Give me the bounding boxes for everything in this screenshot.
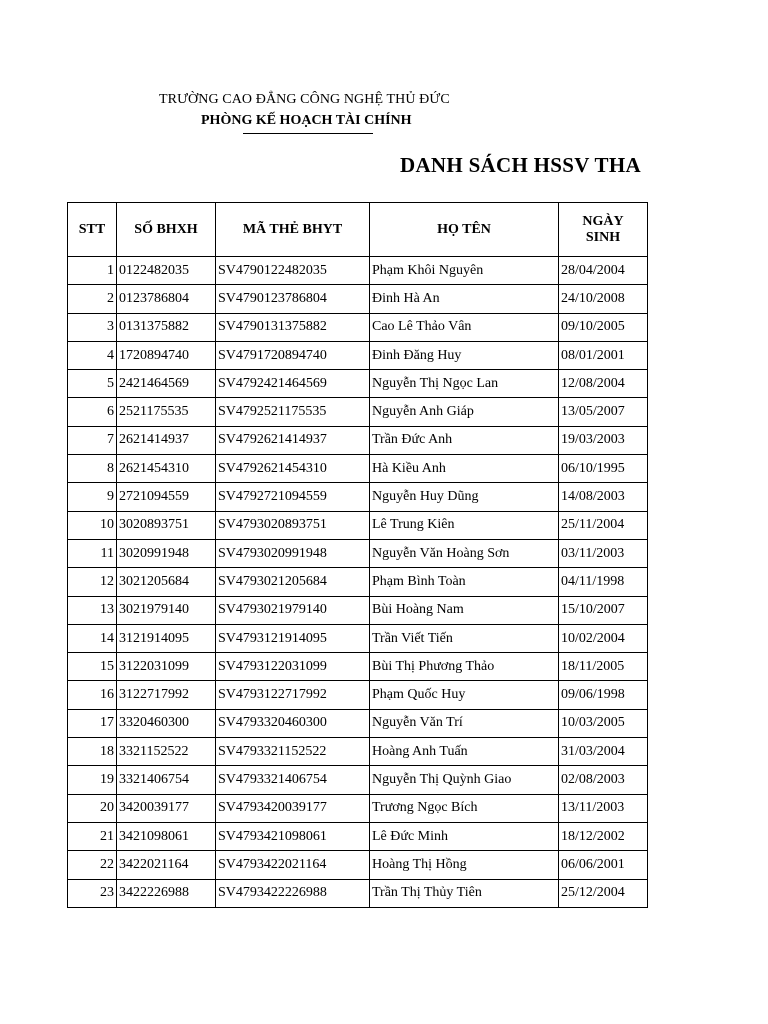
cell-bhyt: SV4791720894740 <box>216 341 370 369</box>
cell-stt: 16 <box>68 681 117 709</box>
table-row <box>68 257 648 285</box>
cell-stt: 9 <box>68 483 117 511</box>
table-row <box>68 398 648 426</box>
cell-bhxh: 3021979140 <box>117 596 216 624</box>
cell-name: Trần Đức Anh <box>370 426 559 454</box>
cell-name: Đinh Hà An <box>370 285 559 313</box>
table-row <box>68 822 648 850</box>
table-row <box>68 766 648 794</box>
cell-bhxh: 3020991948 <box>117 539 216 567</box>
cell-bhxh: 3420039177 <box>117 794 216 822</box>
cell-name: Phạm Quốc Huy <box>370 681 559 709</box>
column-header-bhxh: SỐ BHXH <box>117 203 216 257</box>
cell-stt: 1 <box>68 257 117 285</box>
cell-bhyt: SV4792521175535 <box>216 398 370 426</box>
cell-dob: 10/02/2004 <box>559 624 648 652</box>
dob-header-line2: SINH <box>585 229 621 245</box>
cell-dob: 18/12/2002 <box>559 822 648 850</box>
cell-name: Nguyễn Văn Trí <box>370 709 559 737</box>
cell-dob: 06/06/2001 <box>559 851 648 879</box>
table-row <box>68 568 648 596</box>
student-table <box>67 202 648 908</box>
cell-dob: 09/10/2005 <box>559 313 648 341</box>
table-row <box>68 709 648 737</box>
table-row <box>68 313 648 341</box>
cell-name: Hoàng Thị Hồng <box>370 851 559 879</box>
cell-bhyt: SV4793020991948 <box>216 539 370 567</box>
table-row <box>68 738 648 766</box>
cell-bhyt: SV4793121914095 <box>216 624 370 652</box>
table-row <box>68 483 648 511</box>
table-row <box>68 879 648 907</box>
cell-dob: 19/03/2003 <box>559 426 648 454</box>
cell-stt: 18 <box>68 738 117 766</box>
table-row <box>68 511 648 539</box>
cell-bhyt: SV4793320460300 <box>216 709 370 737</box>
cell-stt: 2 <box>68 285 117 313</box>
cell-dob: 31/03/2004 <box>559 738 648 766</box>
table-row <box>68 285 648 313</box>
cell-name: Lê Đức Minh <box>370 822 559 850</box>
cell-stt: 14 <box>68 624 117 652</box>
table-row <box>68 455 648 483</box>
cell-bhxh: 2721094559 <box>117 483 216 511</box>
column-header-bhyt: MÃ THẺ BHYT <box>216 203 370 257</box>
cell-name: Trần Viết Tiến <box>370 624 559 652</box>
cell-bhyt: SV4793422226988 <box>216 879 370 907</box>
cell-name: Trương Ngọc Bích <box>370 794 559 822</box>
cell-bhxh: 3122717992 <box>117 681 216 709</box>
cell-bhyt: SV4793122031099 <box>216 653 370 681</box>
cell-bhxh: 3321406754 <box>117 766 216 794</box>
cell-name: Nguyễn Thị Quỳnh Giao <box>370 766 559 794</box>
cell-dob: 13/11/2003 <box>559 794 648 822</box>
table-row <box>68 539 648 567</box>
cell-dob: 14/08/2003 <box>559 483 648 511</box>
cell-dob: 18/11/2005 <box>559 653 648 681</box>
cell-dob: 25/11/2004 <box>559 511 648 539</box>
cell-bhxh: 3020893751 <box>117 511 216 539</box>
document-title: DANH SÁCH HSSV THA <box>400 153 641 177</box>
column-header-dob <box>559 203 648 257</box>
cell-bhyt: SV4790131375882 <box>216 313 370 341</box>
cell-dob: 28/04/2004 <box>559 257 648 285</box>
cell-bhyt: SV4793021979140 <box>216 596 370 624</box>
table-row <box>68 851 648 879</box>
cell-stt: 15 <box>68 653 117 681</box>
cell-stt: 19 <box>68 766 117 794</box>
cell-bhyt: SV4793021205684 <box>216 568 370 596</box>
cell-bhxh: 3122031099 <box>117 653 216 681</box>
school-name: TRƯỜNG CAO ĐẲNG CÔNG NGHỆ THỦ ĐỨC <box>159 92 450 107</box>
table-row <box>68 341 648 369</box>
cell-name: Nguyễn Văn Hoàng Sơn <box>370 539 559 567</box>
cell-dob: 06/10/1995 <box>559 455 648 483</box>
cell-stt: 13 <box>68 596 117 624</box>
cell-name: Hoàng Anh Tuấn <box>370 738 559 766</box>
cell-dob: 04/11/1998 <box>559 568 648 596</box>
table-row <box>68 426 648 454</box>
dob-header-line1: NGÀY <box>582 213 624 229</box>
cell-bhyt: SV4792621454310 <box>216 455 370 483</box>
cell-dob: 13/05/2007 <box>559 398 648 426</box>
cell-bhyt: SV4793122717992 <box>216 681 370 709</box>
cell-bhyt: SV4792421464569 <box>216 370 370 398</box>
department-underline <box>243 133 373 134</box>
cell-name: Cao Lê Thảo Vân <box>370 313 559 341</box>
cell-dob: 09/06/1998 <box>559 681 648 709</box>
cell-stt: 5 <box>68 370 117 398</box>
cell-name: Bùi Hoàng Nam <box>370 596 559 624</box>
cell-dob: 03/11/2003 <box>559 539 648 567</box>
cell-bhyt: SV4793422021164 <box>216 851 370 879</box>
cell-bhxh: 3421098061 <box>117 822 216 850</box>
cell-bhyt: SV4793420039177 <box>216 794 370 822</box>
cell-dob: 15/10/2007 <box>559 596 648 624</box>
cell-dob: 02/08/2003 <box>559 766 648 794</box>
cell-dob: 25/12/2004 <box>559 879 648 907</box>
cell-bhxh: 3021205684 <box>117 568 216 596</box>
cell-stt: 4 <box>68 341 117 369</box>
cell-bhxh: 2521175535 <box>117 398 216 426</box>
cell-dob: 24/10/2008 <box>559 285 648 313</box>
cell-name: Nguyễn Huy Dũng <box>370 483 559 511</box>
cell-stt: 20 <box>68 794 117 822</box>
cell-dob: 12/08/2004 <box>559 370 648 398</box>
cell-bhxh: 3320460300 <box>117 709 216 737</box>
table-row <box>68 370 648 398</box>
cell-bhyt: SV4790122482035 <box>216 257 370 285</box>
cell-bhyt: SV4793321152522 <box>216 738 370 766</box>
cell-stt: 3 <box>68 313 117 341</box>
cell-dob: 08/01/2001 <box>559 341 648 369</box>
table-row <box>68 681 648 709</box>
cell-name: Hà Kiều Anh <box>370 455 559 483</box>
cell-bhyt: SV4793321406754 <box>216 766 370 794</box>
cell-name: Đinh Đăng Huy <box>370 341 559 369</box>
cell-stt: 17 <box>68 709 117 737</box>
cell-stt: 6 <box>68 398 117 426</box>
cell-bhxh: 3422021164 <box>117 851 216 879</box>
department-name: PHÒNG KẾ HOẠCH TÀI CHÍNH <box>201 113 412 128</box>
cell-bhyt: SV4793421098061 <box>216 822 370 850</box>
column-header-stt: STT <box>68 203 117 257</box>
cell-bhxh: 2621454310 <box>117 455 216 483</box>
table-row <box>68 596 648 624</box>
cell-bhxh: 3121914095 <box>117 624 216 652</box>
cell-dob: 10/03/2005 <box>559 709 648 737</box>
cell-bhxh: 1720894740 <box>117 341 216 369</box>
cell-name: Bùi Thị Phương Thảo <box>370 653 559 681</box>
cell-stt: 21 <box>68 822 117 850</box>
cell-stt: 12 <box>68 568 117 596</box>
cell-name: Nguyễn Anh Giáp <box>370 398 559 426</box>
cell-bhxh: 0122482035 <box>117 257 216 285</box>
cell-stt: 23 <box>68 879 117 907</box>
cell-name: Lê Trung Kiên <box>370 511 559 539</box>
cell-name: Trần Thị Thủy Tiên <box>370 879 559 907</box>
column-header-name: HỌ TÊN <box>370 203 559 257</box>
cell-name: Phạm Bình Toàn <box>370 568 559 596</box>
cell-stt: 11 <box>68 539 117 567</box>
cell-stt: 22 <box>68 851 117 879</box>
cell-bhyt: SV4792721094559 <box>216 483 370 511</box>
table-row <box>68 794 648 822</box>
cell-bhxh: 2421464569 <box>117 370 216 398</box>
cell-name: Nguyễn Thị Ngọc Lan <box>370 370 559 398</box>
cell-bhxh: 3422226988 <box>117 879 216 907</box>
cell-stt: 10 <box>68 511 117 539</box>
cell-bhyt: SV4790123786804 <box>216 285 370 313</box>
cell-stt: 7 <box>68 426 117 454</box>
table-row <box>68 653 648 681</box>
cell-bhxh: 3321152522 <box>117 738 216 766</box>
table-header-row <box>68 203 648 257</box>
table-row <box>68 624 648 652</box>
cell-bhxh: 0131375882 <box>117 313 216 341</box>
cell-name: Phạm Khôi Nguyên <box>370 257 559 285</box>
cell-bhxh: 0123786804 <box>117 285 216 313</box>
cell-bhyt: SV4792621414937 <box>216 426 370 454</box>
cell-stt: 8 <box>68 455 117 483</box>
cell-bhxh: 2621414937 <box>117 426 216 454</box>
cell-bhyt: SV4793020893751 <box>216 511 370 539</box>
